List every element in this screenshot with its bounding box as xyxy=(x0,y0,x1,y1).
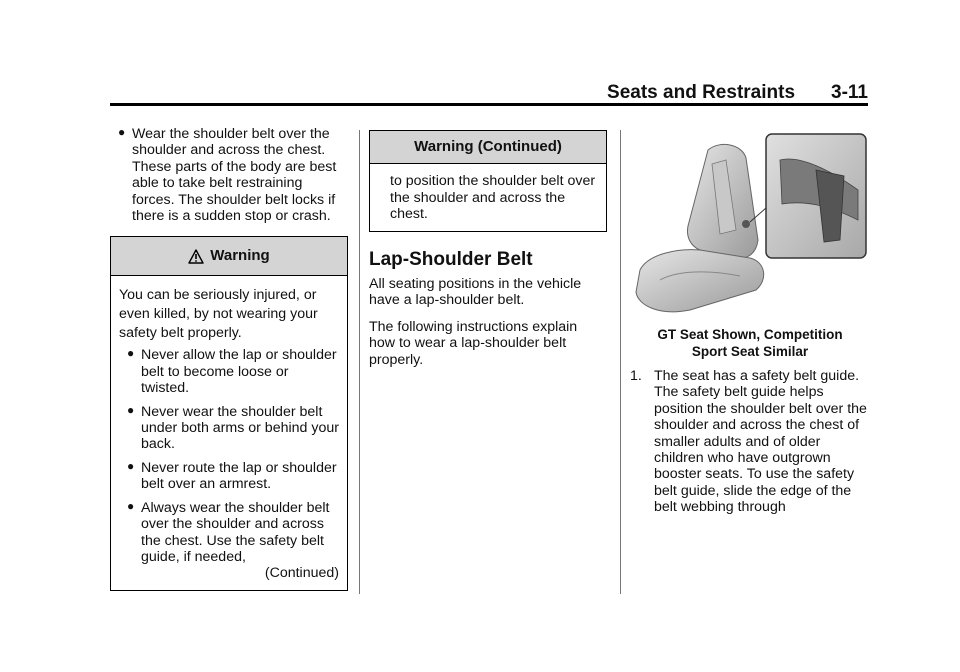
bullet-dot-icon: ● xyxy=(127,498,135,513)
column-divider-2 xyxy=(620,130,621,594)
warning-continued-body xyxy=(370,164,606,231)
warning-box-body xyxy=(111,276,347,589)
seat-belt-guide-illustration xyxy=(630,130,870,320)
list-item: ● Never route the lap or shoulder belt over an armrest. xyxy=(127,458,337,493)
list-item: ● Never wear the shoulder belt under both arms or behind your back. xyxy=(127,402,339,453)
paragraph: All seating positions in the vehicle have a lap-shoulder belt. xyxy=(369,275,582,309)
warning-triangle-icon xyxy=(188,249,204,264)
bullet-dot-icon: ● xyxy=(118,125,126,139)
warning-continued-text: to position the shoulder belt over the shoulder and across the chest. xyxy=(390,173,596,222)
list-item-text: Wear the shoulder belt over the shoulder and across the chest. These parts of the body are best able to take belt restraining forces. The shoulder belt locks if there is a sudden stop or crash. xyxy=(132,126,337,225)
bullet-dot-icon: ● xyxy=(127,346,135,361)
paragraph: The following instructions explain how to wear a lap-shoulder belt properly. xyxy=(369,318,578,368)
bullet-dot-icon: ● xyxy=(127,402,135,417)
section-heading: Lap-Shoulder Belt xyxy=(369,248,533,270)
step-number: 1. xyxy=(630,368,642,384)
bullet-dot-icon: ● xyxy=(127,458,135,473)
warning-title: Warning xyxy=(210,247,270,265)
page-header xyxy=(110,80,868,104)
section-title: Seats and Restraints xyxy=(607,82,796,103)
column-left xyxy=(110,126,348,591)
figure-caption: GT Seat Shown, Competition Sport Seat Similar xyxy=(657,327,843,359)
page-number: 3-11 xyxy=(831,82,868,103)
column-divider-1 xyxy=(359,130,360,594)
column-right xyxy=(630,130,870,516)
header-rule xyxy=(110,103,868,106)
warning-intro: You can be seriously injured, or even killed, by not wearing your safety belt properly. xyxy=(119,287,318,342)
warning-continued-box xyxy=(369,130,607,232)
warning-box xyxy=(110,236,348,590)
column-middle xyxy=(369,130,607,378)
step-text: The seat has a safety belt guide. The safety belt guide helps position the shoulder belt over the shoulder and across the chest of smaller adults and of older children who have outgrown booster seats. To use the safety belt guide, slide the edge of the belt webbing through xyxy=(654,368,867,516)
list-item xyxy=(110,126,348,224)
list-item: ● Never allow the lap or shoulder belt to become loose or twisted. xyxy=(127,346,337,397)
warning-continued-header: Warning (Continued) xyxy=(370,131,606,164)
continued-label: (Continued) xyxy=(264,565,339,582)
numbered-step xyxy=(630,368,870,516)
list-item: ● Always wear the shoulder belt over the shoulder and across the chest. Use the safety belt guide, if needed, xyxy=(127,498,330,565)
warning-box-header xyxy=(111,237,347,276)
